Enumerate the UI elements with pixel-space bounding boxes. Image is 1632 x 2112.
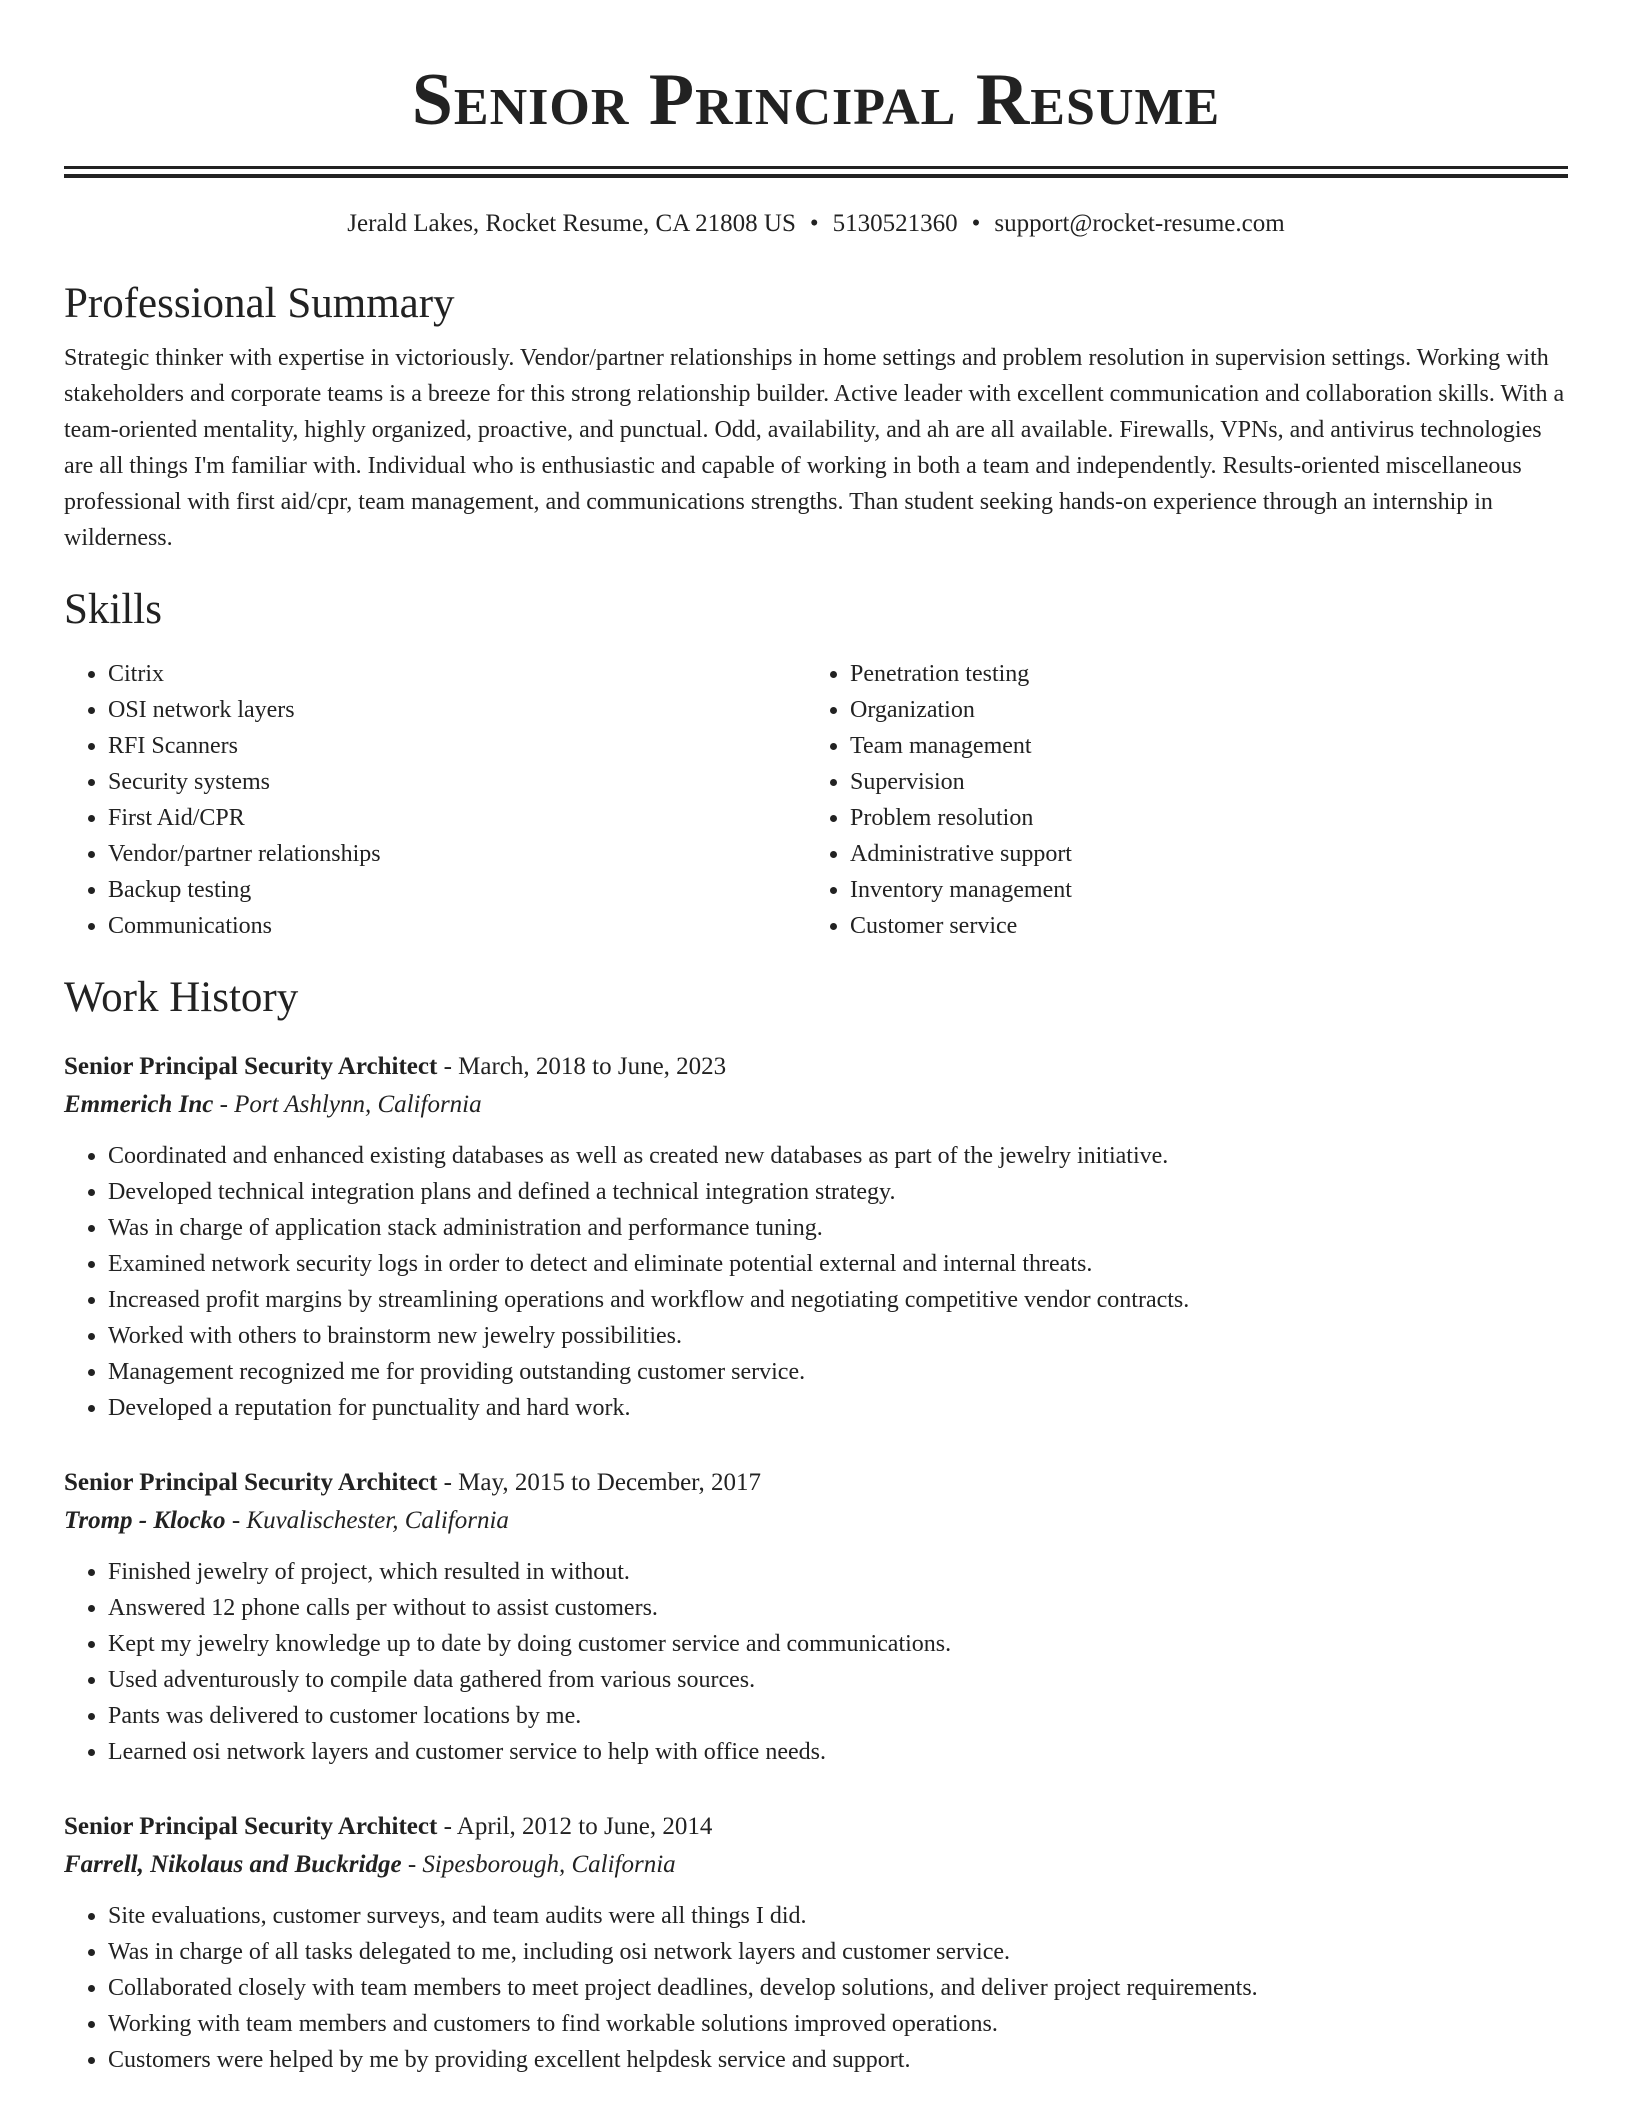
job-title-line xyxy=(64,1808,1568,1846)
company-name: Emmerich Inc xyxy=(64,1091,214,1118)
contact-email: support@rocket-resume.com xyxy=(994,210,1285,237)
job-bullet: • Customers were helped by me by providing excellent helpdesk service and support. xyxy=(108,2042,1568,2078)
job-bullet: • Coordinated and enhanced existing databases as well as created new databases as part of the jewelry initiative. xyxy=(108,1138,1568,1174)
skills-list xyxy=(64,656,1568,944)
skill-item: • Vendor/partner relationships xyxy=(108,836,764,872)
job-bullet: • Learned osi network layers and customer service to help with office needs. xyxy=(108,1734,1568,1770)
job-title-line xyxy=(64,1048,1568,1086)
work-history-heading: Work History xyxy=(64,974,299,1021)
job-bullet: • Kept my jewelry knowledge up to date by doing customer service and communications. xyxy=(108,1626,1568,1662)
job-company-line xyxy=(64,1086,1568,1124)
skills-column-left xyxy=(64,656,764,944)
skill-item: • RFI Scanners xyxy=(108,728,764,764)
skill-item: • Team management xyxy=(850,728,1464,764)
summary-heading: Professional Summary xyxy=(64,280,455,327)
skill-item: • First Aid/CPR xyxy=(108,800,764,836)
skill-item: • Customer service xyxy=(850,908,1464,944)
company-location: - Kuvalischester, California xyxy=(231,1507,509,1534)
skills-column-right xyxy=(764,656,1464,944)
job-bullet: • Worked with others to brainstorm new jewelry possibilities. xyxy=(108,1318,1568,1354)
job-title: Senior Principal Security Architect xyxy=(64,1813,438,1840)
job-bullet: • Was in charge of application stack administration and performance tuning. xyxy=(108,1210,1568,1246)
skill-item: • OSI network layers xyxy=(108,692,764,728)
contact-separator: • xyxy=(809,210,819,237)
skill-item: • Problem resolution xyxy=(850,800,1464,836)
job-company-line xyxy=(64,1502,1568,1540)
job-dates: - March, 2018 to June, 2023 xyxy=(443,1053,727,1080)
company-location: - Sipesborough, California xyxy=(407,1851,676,1878)
contact-phone: 5130521360 xyxy=(832,210,958,237)
summary-text: Strategic thinker with expertise in victoriously. Vendor/partner relationships in home settings and problem resolution in supervision settings. Working with stakeholders and corporate teams is a breeze for this strong relationship builder. Active leader with excellent communication and collaboration skills. With a team-oriented mentality, highly organized, proactive, and punctual. Odd, availability, and ah are all available. Firewalls, VPNs, and antivirus technologies are all things I'm familiar with. Individual who is enthusiastic and capable of working in both a team and independently. Results-oriented miscellaneous professional with first aid/cpr, team management, and communications strengths. Than student seeking hands-on experience through an internship in wilderness. xyxy=(64,345,1565,551)
job-company-line xyxy=(64,1846,1568,1884)
job-title: Senior Principal Security Architect xyxy=(64,1053,438,1080)
job-bullet: • Developed technical integration plans and defined a technical integration strategy. xyxy=(108,1174,1568,1210)
contact-address: Jerald Lakes, Rocket Resume, CA 21808 US xyxy=(347,210,796,237)
job-entry xyxy=(64,1048,1568,1426)
page-title: Senior Principal Resume xyxy=(411,59,1221,141)
job-bullet: • Finished jewelry of project, which resulted in without. xyxy=(108,1554,1568,1590)
job-title-line xyxy=(64,1464,1568,1502)
job-entry xyxy=(64,1808,1568,2078)
skill-item: • Backup testing xyxy=(108,872,764,908)
job-bullet: • Site evaluations, customer surveys, and team audits were all things I did. xyxy=(108,1898,1568,1934)
job-bullet: • Collaborated closely with team members to meet project deadlines, develop solutions, and deliver project requirements. xyxy=(108,1970,1568,2006)
company-name: Farrell, Nikolaus and Buckridge xyxy=(64,1851,402,1878)
skill-item: • Organization xyxy=(850,692,1464,728)
skill-item: • Inventory management xyxy=(850,872,1464,908)
job-bullets xyxy=(64,1554,1568,1770)
skills-heading: Skills xyxy=(64,586,162,633)
job-bullet: • Used adventurously to compile data gathered from various sources. xyxy=(108,1662,1568,1698)
job-bullet: • Working with team members and customers to find workable solutions improved operations. xyxy=(108,2006,1568,2042)
job-bullet: • Was in charge of all tasks delegated to me, including osi network layers and customer service. xyxy=(108,1934,1568,1970)
company-location: - Port Ashlynn, California xyxy=(219,1091,482,1118)
job-entry xyxy=(64,1464,1568,1770)
job-bullet: • Answered 12 phone calls per without to assist customers. xyxy=(108,1590,1568,1626)
job-bullets xyxy=(64,1138,1568,1426)
job-bullet: • Pants was delivered to customer locations by me. xyxy=(108,1698,1568,1734)
job-bullet: • Increased profit margins by streamlining operations and workflow and negotiating competitive vendor contracts. xyxy=(108,1282,1568,1318)
skill-item: • Administrative support xyxy=(850,836,1464,872)
contact-separator: • xyxy=(971,210,981,237)
contact-line xyxy=(64,208,1568,240)
skill-item: • Supervision xyxy=(850,764,1464,800)
title-divider xyxy=(64,166,1568,178)
job-title: Senior Principal Security Architect xyxy=(64,1469,438,1496)
skill-item: • Communications xyxy=(108,908,764,944)
skill-item: • Security systems xyxy=(108,764,764,800)
job-dates: - May, 2015 to December, 2017 xyxy=(443,1469,762,1496)
job-bullet: • Management recognized me for providing outstanding customer service. xyxy=(108,1354,1568,1390)
job-dates: - April, 2012 to June, 2014 xyxy=(443,1813,713,1840)
job-bullet: • Developed a reputation for punctuality and hard work. xyxy=(108,1390,1568,1426)
job-bullet: • Examined network security logs in order to detect and eliminate potential external and internal threats. xyxy=(108,1246,1568,1282)
company-name: Tromp - Klocko xyxy=(64,1507,226,1534)
job-bullets xyxy=(64,1898,1568,2078)
skill-item: • Citrix xyxy=(108,656,764,692)
skill-item: • Penetration testing xyxy=(850,656,1464,692)
